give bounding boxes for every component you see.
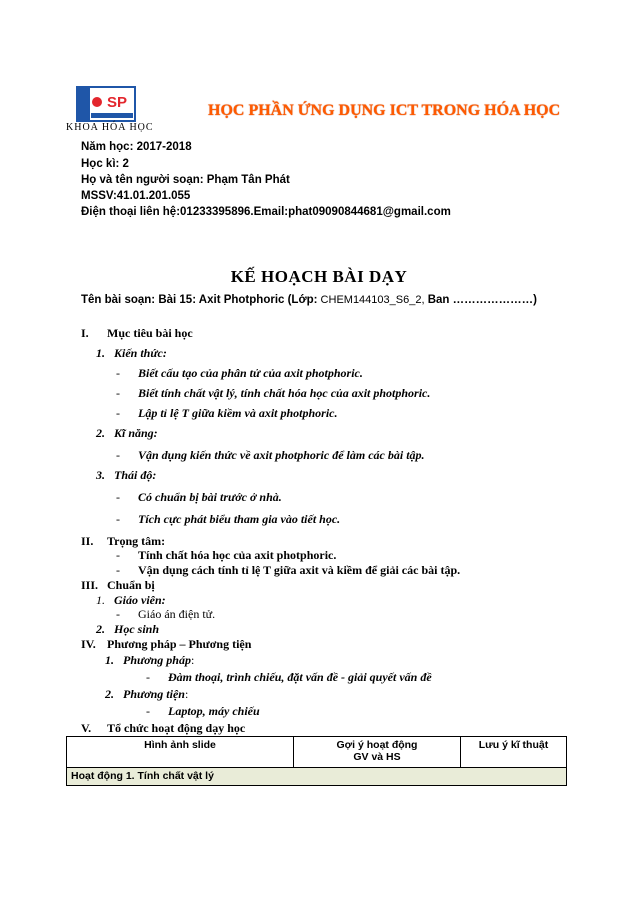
col-header-activity	[294, 737, 461, 768]
s3-sub1-num: 1.	[96, 593, 105, 607]
col-header-notes: Lưu ý kĩ thuật	[461, 737, 567, 768]
s4-sub1-colon: :	[190, 653, 195, 667]
section-1-heading	[81, 326, 193, 341]
col-header-slide: Hình ảnh slide	[67, 737, 294, 768]
s4-sub2-heading	[105, 687, 188, 702]
document-title: KẾ HOẠCH BÀI DẠY	[230, 267, 408, 286]
s4-method-item-1: - Đàm thoại, trình chiếu, đặt vấn đề - giải quyết vấn đề	[146, 670, 432, 684]
s1-sub1-heading	[96, 346, 167, 361]
s4-sub1-heading	[105, 653, 194, 668]
lesson-prefix: Tên bài soạn: Bài 15: Axit Photphoric (Lớp:	[81, 294, 318, 306]
s4-sub1-title: Phương pháp	[123, 653, 191, 667]
s3-sub1-heading	[96, 593, 166, 608]
s4-sub2-num: 2.	[105, 687, 114, 701]
course-title: HỌC PHẦN ỨNG DỤNG ICT TRONG HÓA HỌC	[208, 102, 561, 119]
lesson-suffix: Ban …………………)	[424, 294, 537, 306]
department-label: KHOA HÓA HỌC	[66, 122, 154, 133]
s1-knowledge-item-3: - Lập tỉ lệ T giữa kiềm và axit photphoric.	[116, 406, 338, 420]
section-3-heading	[81, 578, 155, 593]
university-logo	[76, 86, 136, 122]
section-2-heading	[81, 534, 165, 549]
info-semester: Học kì: 2	[81, 158, 129, 170]
s1-attitude-item-2: - Tích cực phát biểu tham gia vào tiết học.	[116, 512, 341, 526]
s1-sub2-num: 2.	[96, 426, 105, 440]
col-header-activity-line1: Gợi ý hoạt động	[336, 739, 418, 751]
s1-knowledge-item-1: - Biết cấu tạo của phân tử của axit photphoric.	[116, 366, 363, 380]
lesson-code: CHEM144103_S6_2,	[317, 294, 425, 306]
info-author: Họ và tên người soạn: Phạm Tân Phát	[81, 174, 290, 186]
s2-item-2: - Vận dụng cách tính tỉ lệ T giữa axit và kiềm để giải các bài tập.	[116, 563, 461, 577]
section-4-heading	[81, 637, 251, 652]
section-2-num: II.	[81, 534, 94, 548]
s3-sub1-title: Giáo viên:	[114, 593, 166, 607]
s1-sub1-title: Kiến thức:	[114, 346, 167, 360]
s3-sub2-num: 2.	[96, 622, 105, 636]
s1-sub2-title: Kĩ năng:	[114, 426, 158, 440]
s4-sub2-title: Phương tiện	[123, 687, 185, 701]
logo-sp-text: SP	[107, 94, 128, 111]
s1-knowledge-item-2: - Biết tính chất vật lý, tính chất hóa học của axit photphoric.	[116, 386, 431, 400]
table-header-row	[67, 737, 567, 768]
info-student-id: MSSV:41.01.201.055	[81, 190, 191, 202]
activity-row-label: Hoạt động 1. Tính chất vật lý	[67, 768, 567, 786]
s3-sub2-title: Học sinh	[114, 622, 160, 636]
s1-skill-item-1: - Vận dụng kiến thức về axit photphoric để làm các bài tập.	[116, 448, 425, 462]
info-contact: Điện thoại liên hệ:01233395896.Email:phat09090844681@gmail.com	[81, 206, 451, 218]
info-year: Năm học: 2017-2018	[81, 141, 192, 153]
section-1-num: I.	[81, 326, 89, 340]
section-5-heading	[81, 721, 245, 736]
section-5-title: Tổ chức hoạt động dạy học	[107, 721, 246, 735]
section-3-num: III.	[81, 578, 99, 592]
s4-sub1-num: 1.	[105, 653, 114, 667]
section-4-title: Phương pháp – Phương tiện	[107, 637, 252, 651]
table-row	[67, 768, 567, 786]
s1-sub3-num: 3.	[96, 468, 105, 482]
s4-sub2-colon: :	[184, 687, 189, 701]
lesson-line	[81, 294, 537, 306]
section-3-title: Chuẩn bị	[107, 578, 155, 592]
s1-sub2-heading	[96, 426, 158, 441]
section-1-title: Mục tiêu bài học	[107, 326, 193, 340]
section-2-title: Trọng tâm:	[107, 534, 166, 548]
col-header-activity-line2: GV và HS	[353, 751, 401, 763]
section-5-num: V.	[81, 721, 92, 735]
s1-sub1-num: 1.	[96, 346, 105, 360]
s1-sub3-heading	[96, 468, 156, 483]
s3-teacher-item-1: - Giáo án điện tử.	[116, 607, 216, 621]
section-4-num: IV.	[81, 637, 96, 651]
s1-sub3-title: Thái độ:	[114, 468, 157, 482]
s4-tool-item-1: - Laptop, máy chiếu	[146, 704, 260, 718]
s1-attitude-item-1: - Có chuẩn bị bài trước ở nhà.	[116, 490, 282, 504]
lesson-plan-table	[66, 736, 567, 786]
s3-sub2-heading	[96, 622, 159, 637]
s2-item-1: - Tính chất hóa học của axit photphoric.	[116, 548, 337, 562]
